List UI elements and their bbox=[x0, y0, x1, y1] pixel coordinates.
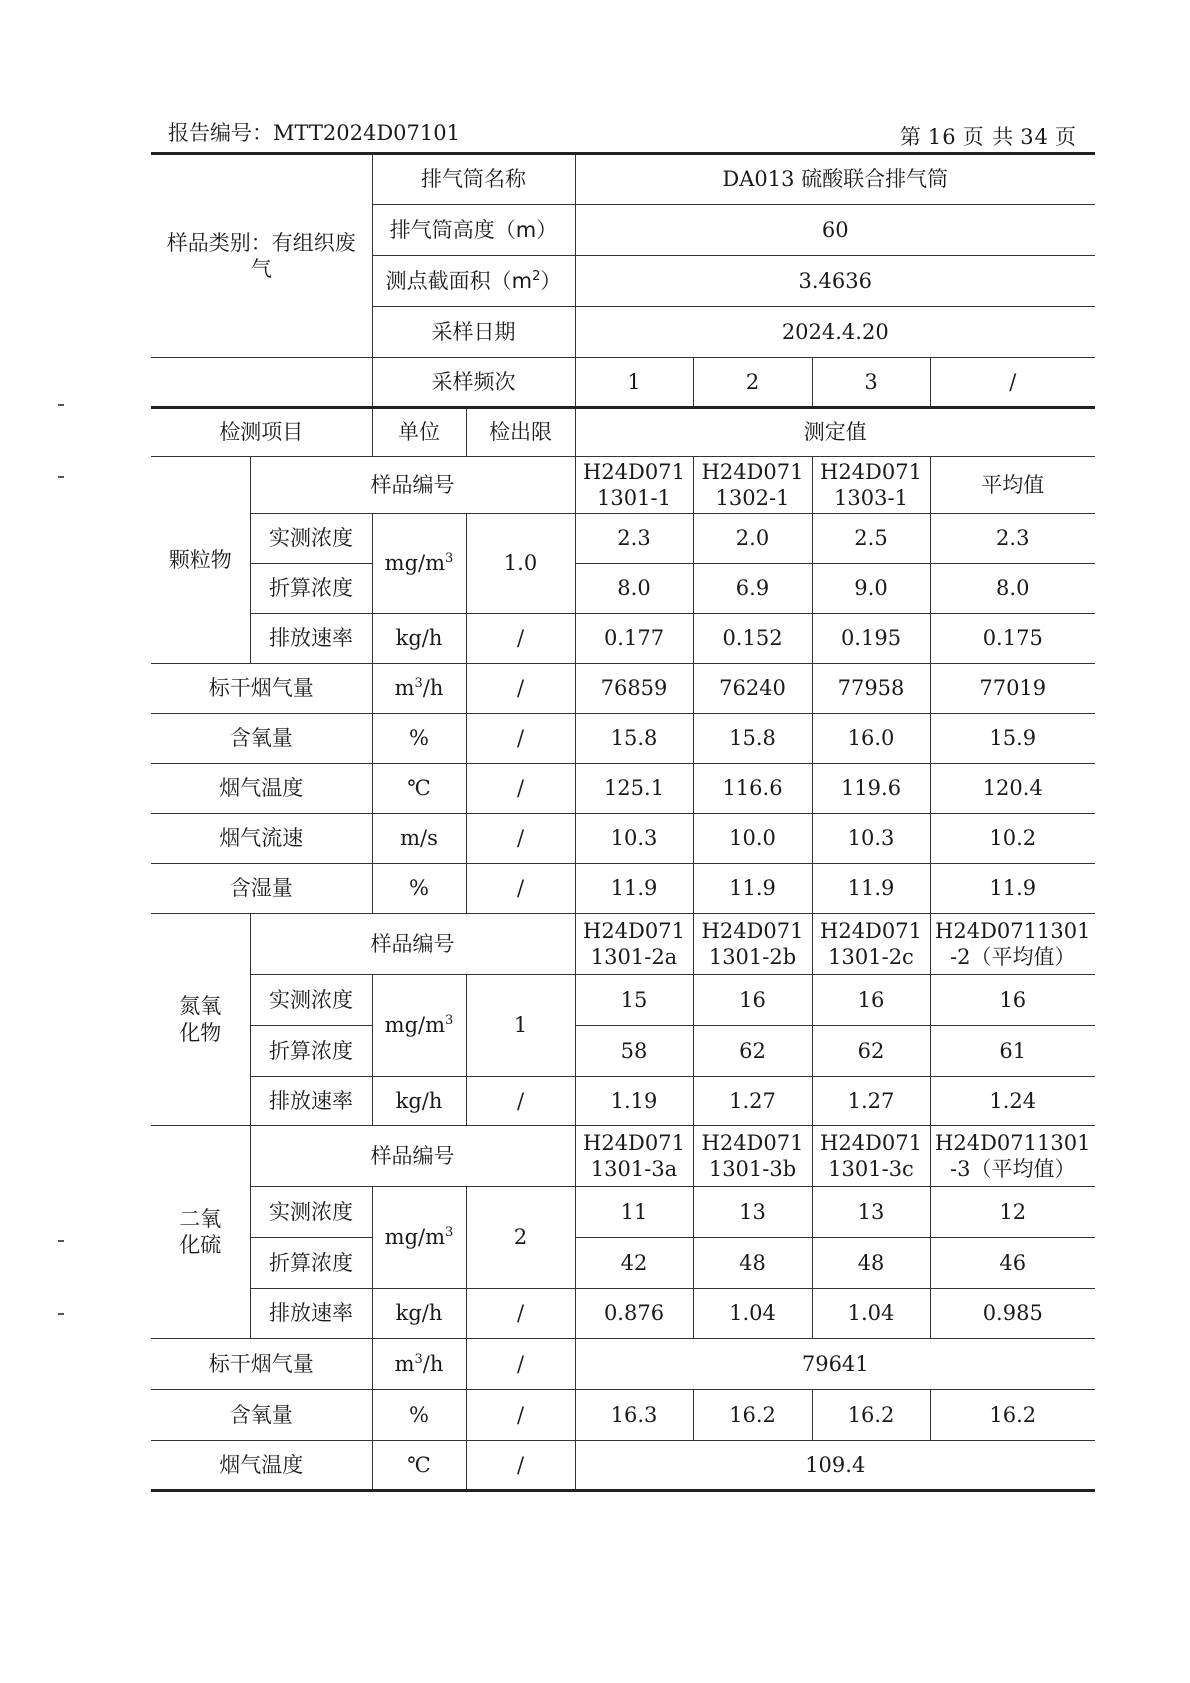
sample-id-average: H24D0711301 -3（平均值） bbox=[930, 1126, 1095, 1187]
value-cell: 16 bbox=[693, 975, 812, 1026]
flow2-row bbox=[151, 1339, 1095, 1390]
sample-id: H24D071 1301-2b bbox=[693, 914, 812, 975]
page-indicator bbox=[897, 121, 1080, 151]
value-cell: 12 bbox=[930, 1187, 1095, 1238]
flow-label: 标干烟气量 bbox=[151, 1339, 372, 1390]
nox-rate-row bbox=[151, 1077, 1095, 1126]
page-suffix: 页 bbox=[1055, 125, 1077, 149]
value-cell: 9.0 bbox=[812, 564, 930, 614]
margin-tick bbox=[58, 1240, 64, 1242]
col-limit: 检出限 bbox=[466, 408, 575, 457]
value-cell: 10.3 bbox=[812, 814, 930, 864]
unit-percent: % bbox=[372, 1390, 466, 1441]
value-cell: 16.2 bbox=[812, 1390, 930, 1441]
converted-label: 折算浓度 bbox=[250, 1026, 372, 1077]
detection-limit: / bbox=[466, 714, 575, 764]
value-cell: 2.3 bbox=[930, 514, 1095, 564]
value-cell: 15.8 bbox=[693, 714, 812, 764]
detection-limit: 1.0 bbox=[466, 514, 575, 614]
flow-label: 标干烟气量 bbox=[151, 664, 372, 714]
value-cell: 11.9 bbox=[575, 864, 693, 914]
detection-limit: / bbox=[466, 1339, 575, 1390]
page-mid: 页 共 bbox=[962, 125, 1015, 149]
stack-name-label: 排气筒名称 bbox=[372, 154, 575, 205]
nox-measured-row bbox=[151, 975, 1095, 1026]
value-cell: 77958 bbox=[812, 664, 930, 714]
oxygen-label: 含氧量 bbox=[151, 1390, 372, 1441]
sample-id: H24D071 1301-3a bbox=[575, 1126, 693, 1187]
rate-label: 排放速率 bbox=[250, 1077, 372, 1126]
measured-label: 实测浓度 bbox=[250, 514, 372, 564]
value-cell: 8.0 bbox=[575, 564, 693, 614]
value-cell: 6.9 bbox=[693, 564, 812, 614]
frequency-value: 1 bbox=[575, 358, 693, 408]
value-cell: 10.0 bbox=[693, 814, 812, 864]
flow-row bbox=[151, 664, 1095, 714]
detection-limit: 2 bbox=[466, 1187, 575, 1289]
measured-label: 实测浓度 bbox=[250, 1187, 372, 1238]
value-cell: 1.04 bbox=[693, 1289, 812, 1339]
temp2-row bbox=[151, 1441, 1095, 1491]
nox-id-row bbox=[151, 914, 1095, 975]
value-cell: 1.19 bbox=[575, 1077, 693, 1126]
detection-limit: / bbox=[466, 664, 575, 714]
temp-row bbox=[151, 764, 1095, 814]
col-item: 检测项目 bbox=[151, 408, 372, 457]
stack-height-label: 排气筒高度（m） bbox=[372, 205, 575, 256]
sample-id: H24D071 1303-1 bbox=[812, 457, 930, 514]
unit-celsius: ℃ bbox=[372, 1441, 466, 1491]
unit-percent: % bbox=[372, 864, 466, 914]
area-label: 测点截面积$(m^2)$ bbox=[372, 256, 575, 307]
value-cell: 116.6 bbox=[693, 764, 812, 814]
unit-kgh: kg/h bbox=[372, 1289, 466, 1339]
value-cell: 125.1 bbox=[575, 764, 693, 814]
value-cell: 62 bbox=[812, 1026, 930, 1077]
sample-id-label: 样品编号 bbox=[250, 914, 575, 975]
so2-rate-row bbox=[151, 1289, 1095, 1339]
value-cell: 13 bbox=[693, 1187, 812, 1238]
value-cell: 1.24 bbox=[930, 1077, 1095, 1126]
particulate-name: 颗粒物 bbox=[151, 457, 250, 664]
value-cell: 16.2 bbox=[693, 1390, 812, 1441]
nox-converted-row bbox=[151, 1026, 1095, 1077]
frequency-value: / bbox=[930, 358, 1095, 408]
sample-id: H24D071 1302-1 bbox=[693, 457, 812, 514]
value-cell: 42 bbox=[575, 1238, 693, 1289]
column-header-row bbox=[151, 408, 1095, 457]
rate-label: 排放速率 bbox=[250, 614, 372, 664]
velocity-label: 烟气流速 bbox=[151, 814, 372, 864]
value-cell: 2.3 bbox=[575, 514, 693, 564]
moisture-row bbox=[151, 864, 1095, 914]
value-cell: 76240 bbox=[693, 664, 812, 714]
value-cell: 1.04 bbox=[812, 1289, 930, 1339]
report-number-value: MTT2024D07101 bbox=[273, 121, 460, 145]
stack-name-row bbox=[151, 154, 1095, 205]
report-number-label: 报告编号： bbox=[168, 121, 273, 145]
rate-label: 排放速率 bbox=[250, 1289, 372, 1339]
oxygen2-row bbox=[151, 1390, 1095, 1441]
value-cell: 0.152 bbox=[693, 614, 812, 664]
value-cell: 11.9 bbox=[812, 864, 930, 914]
value-cell: 11 bbox=[575, 1187, 693, 1238]
monitoring-table bbox=[151, 152, 1095, 1492]
date-value: 2024.4.20 bbox=[575, 307, 1095, 358]
margin-tick bbox=[58, 1313, 64, 1315]
particulate-id-row bbox=[151, 457, 1095, 514]
value-cell: 1.27 bbox=[693, 1077, 812, 1126]
unit-kgh: kg/h bbox=[372, 1077, 466, 1126]
measured-label: 实测浓度 bbox=[250, 975, 372, 1026]
nox-name: 氮氧 化物 bbox=[151, 914, 250, 1126]
sample-id: H24D071 1301-3b bbox=[693, 1126, 812, 1187]
report-header bbox=[168, 113, 1080, 149]
unit-celsius: ℃ bbox=[372, 764, 466, 814]
value-cell: 2.0 bbox=[693, 514, 812, 564]
value-cell: 76859 bbox=[575, 664, 693, 714]
report-number bbox=[168, 117, 460, 147]
value-cell: 16 bbox=[812, 975, 930, 1026]
particulate-measured-row bbox=[151, 514, 1095, 564]
value-cell: 0.177 bbox=[575, 614, 693, 664]
blank-cell bbox=[151, 358, 372, 408]
value-cell: 58 bbox=[575, 1026, 693, 1077]
detection-limit: / bbox=[466, 1441, 575, 1491]
area-value: 3.4636 bbox=[575, 256, 1095, 307]
value-cell: 79641 bbox=[575, 1339, 1095, 1390]
value-cell: 8.0 bbox=[930, 564, 1095, 614]
oxygen-row bbox=[151, 714, 1095, 764]
value-cell: 1.27 bbox=[812, 1077, 930, 1126]
so2-name: 二氧 化硫 bbox=[151, 1126, 250, 1339]
value-cell: 0.985 bbox=[930, 1289, 1095, 1339]
value-cell: 10.2 bbox=[930, 814, 1095, 864]
value-cell: 61 bbox=[930, 1026, 1095, 1077]
unit-m3h: $m^3/h$ bbox=[372, 1339, 466, 1390]
col-value: 测定值 bbox=[575, 408, 1095, 457]
detection-limit: 1 bbox=[466, 975, 575, 1077]
value-cell: 16.3 bbox=[575, 1390, 693, 1441]
frequency-value: 2 bbox=[693, 358, 812, 408]
unit-mgm3: $mg/m^3$ bbox=[372, 975, 466, 1077]
converted-label: 折算浓度 bbox=[250, 1238, 372, 1289]
value-cell: 16.0 bbox=[812, 714, 930, 764]
date-label: 采样日期 bbox=[372, 307, 575, 358]
detection-limit: / bbox=[466, 864, 575, 914]
value-cell: 0.195 bbox=[812, 614, 930, 664]
value-cell: 11.9 bbox=[693, 864, 812, 914]
oxygen-label: 含氧量 bbox=[151, 714, 372, 764]
sample-id: H24D071 1301-3c bbox=[812, 1126, 930, 1187]
unit-percent: % bbox=[372, 714, 466, 764]
value-cell: 48 bbox=[812, 1238, 930, 1289]
value-cell: 15 bbox=[575, 975, 693, 1026]
detection-limit: / bbox=[466, 764, 575, 814]
unit-mgm3: $mg/m^3$ bbox=[372, 514, 466, 614]
value-cell: 16.2 bbox=[930, 1390, 1095, 1441]
sample-id-average: 平均值 bbox=[930, 457, 1095, 514]
converted-label: 折算浓度 bbox=[250, 564, 372, 614]
unit-mgm3: $mg/m^3$ bbox=[372, 1187, 466, 1289]
detection-limit: / bbox=[466, 1390, 575, 1441]
sample-id-label: 样品编号 bbox=[250, 457, 575, 514]
value-cell: 109.4 bbox=[575, 1441, 1095, 1491]
so2-converted-row bbox=[151, 1238, 1095, 1289]
detection-limit: / bbox=[466, 814, 575, 864]
temp-label: 烟气温度 bbox=[151, 764, 372, 814]
value-cell: 16 bbox=[930, 975, 1095, 1026]
unit-ms: m/s bbox=[372, 814, 466, 864]
page-prefix: 第 bbox=[899, 125, 922, 149]
sample-id-label: 样品编号 bbox=[250, 1126, 575, 1187]
value-cell: 0.876 bbox=[575, 1289, 693, 1339]
value-cell: 62 bbox=[693, 1026, 812, 1077]
stack-name-value: DA013 硫酸联合排气筒 bbox=[575, 154, 1095, 205]
stack-height-value: 60 bbox=[575, 205, 1095, 256]
margin-tick bbox=[58, 476, 64, 478]
value-cell: 119.6 bbox=[812, 764, 930, 814]
temp-label: 烟气温度 bbox=[151, 1441, 372, 1491]
moisture-label: 含湿量 bbox=[151, 864, 372, 914]
unit-m3h: $m^3/h$ bbox=[372, 664, 466, 714]
value-cell: 48 bbox=[693, 1238, 812, 1289]
page-current: 16 bbox=[927, 125, 957, 149]
value-cell: 10.3 bbox=[575, 814, 693, 864]
so2-id-row bbox=[151, 1126, 1095, 1187]
frequency-label: 采样频次 bbox=[372, 358, 575, 408]
sample-id: H24D071 1301-1 bbox=[575, 457, 693, 514]
page-total: 34 bbox=[1020, 125, 1049, 149]
value-cell: 13 bbox=[812, 1187, 930, 1238]
value-cell: 15.8 bbox=[575, 714, 693, 764]
value-cell: 15.9 bbox=[930, 714, 1095, 764]
sample-id: H24D071 1301-2a bbox=[575, 914, 693, 975]
sample-id-average: H24D0711301 -2（平均值） bbox=[930, 914, 1095, 975]
value-cell: 120.4 bbox=[930, 764, 1095, 814]
particulate-rate-row bbox=[151, 614, 1095, 664]
detection-limit: / bbox=[466, 1289, 575, 1339]
value-cell: 2.5 bbox=[812, 514, 930, 564]
particulate-converted-row bbox=[151, 564, 1095, 614]
value-cell: 11.9 bbox=[930, 864, 1095, 914]
detection-limit: / bbox=[466, 614, 575, 664]
value-cell: 77019 bbox=[930, 664, 1095, 714]
sample-id: H24D071 1301-2c bbox=[812, 914, 930, 975]
detection-limit: / bbox=[466, 1077, 575, 1126]
frequency-row bbox=[151, 358, 1095, 408]
velocity-row bbox=[151, 814, 1095, 864]
sample-category: 样品类别：有组织废气 bbox=[151, 154, 372, 358]
margin-tick bbox=[58, 404, 64, 406]
value-cell: 0.175 bbox=[930, 614, 1095, 664]
so2-measured-row bbox=[151, 1187, 1095, 1238]
frequency-value: 3 bbox=[812, 358, 930, 408]
unit-kgh: kg/h bbox=[372, 614, 466, 664]
value-cell: 46 bbox=[930, 1238, 1095, 1289]
col-unit: 单位 bbox=[372, 408, 466, 457]
